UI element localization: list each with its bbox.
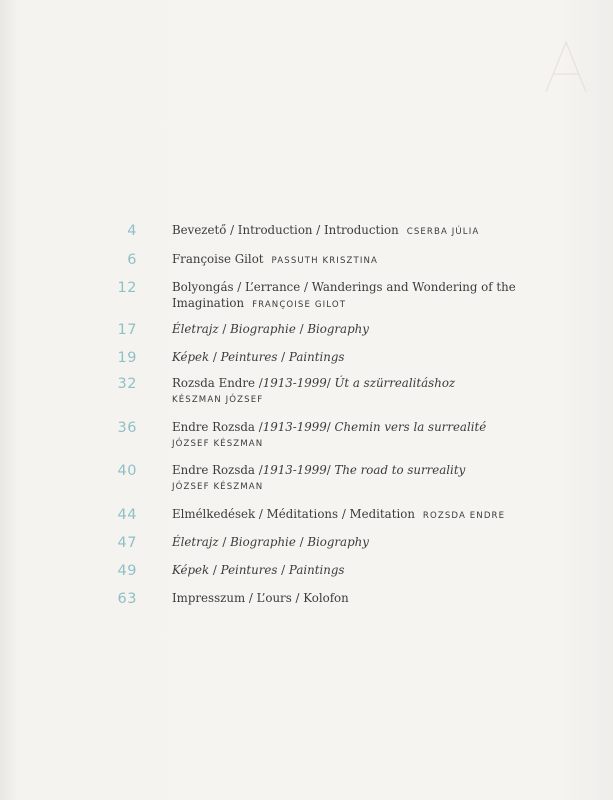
toc-title-segment: / xyxy=(326,463,335,477)
toc-title-segment: / xyxy=(277,563,289,577)
toc-title-segment: / xyxy=(295,322,308,336)
toc-title-segment: Képek xyxy=(172,563,210,577)
toc-title-segment: 1913-1999 xyxy=(262,420,327,434)
toc-title-segment: Endre Rozsda / xyxy=(172,463,263,477)
toc-page-number: 49 xyxy=(117,563,137,579)
toc-entry-title xyxy=(172,252,532,270)
toc-title-segment: Biographie xyxy=(230,322,296,336)
toc-author: ROZSDA ENDRE xyxy=(422,511,506,521)
toc-title-segment: / xyxy=(209,563,221,577)
corner-letter-mark xyxy=(536,30,596,100)
toc-title-segment: Impresszum / L’ours / Kolofon xyxy=(172,591,349,605)
toc-page-number: 63 xyxy=(117,591,137,607)
toc-title-segment: Paintings xyxy=(288,563,345,577)
toc-entry-title xyxy=(172,563,532,579)
toc-title-segment: / xyxy=(218,322,231,336)
toc-title-segment: 1913-1999 xyxy=(262,463,327,477)
toc-title-segment: Bolyongás / L’errance / Wanderings and Wondering of the Imagination xyxy=(172,280,516,310)
toc-entry-title xyxy=(172,322,532,338)
toc-page-number: 4 xyxy=(127,223,137,239)
toc-page-number: 32 xyxy=(117,376,137,392)
toc-author: PASSUTH KRISZTINA xyxy=(271,256,378,266)
toc-author: CSERBA JÚLIA xyxy=(406,227,480,237)
toc-entry-title xyxy=(172,280,532,313)
toc-page-number: 44 xyxy=(117,507,137,523)
toc-entry-title xyxy=(172,507,532,525)
toc-entry-title xyxy=(172,376,532,408)
toc-entry-title xyxy=(172,420,532,452)
toc-page-number: 40 xyxy=(117,463,137,479)
toc-entry-title xyxy=(172,223,532,241)
toc-author: JÓZSEF KÉSZMAN xyxy=(172,438,264,449)
toc-page-number: 17 xyxy=(117,322,137,338)
toc-entry-title xyxy=(172,535,532,551)
toc-title-segment: Chemin vers la surrealité xyxy=(334,420,487,434)
toc-title-segment: Biographie xyxy=(230,535,296,549)
toc-author: FRANÇOISE GILOT xyxy=(252,299,347,310)
toc-title-segment: Út a szürrealitáshoz xyxy=(334,376,456,390)
toc-entry-title xyxy=(172,350,532,366)
toc-title-segment: Képek xyxy=(172,350,210,364)
toc-title-segment: Rozsda Endre / xyxy=(172,376,263,390)
toc-page-number: 36 xyxy=(117,420,137,436)
toc-title-segment: Elmélkedések / Méditations / Meditation xyxy=(172,507,415,521)
toc-title-segment: / xyxy=(326,420,335,434)
toc-page-number: 19 xyxy=(117,350,137,366)
toc-title-segment: Paintings xyxy=(288,350,345,364)
toc-title-segment: Biography xyxy=(307,535,369,549)
toc-title-segment: Françoise Gilot xyxy=(172,252,264,266)
toc-title-segment: / xyxy=(209,350,221,364)
toc-entry-title xyxy=(172,591,532,607)
toc-title-segment: Endre Rozsda / xyxy=(172,420,263,434)
toc-title-segment: Életrajz xyxy=(172,535,219,549)
toc-title-segment: / xyxy=(295,535,308,549)
toc-title-segment: / xyxy=(326,376,335,390)
toc-entry-title xyxy=(172,463,532,495)
toc-title-segment: Peintures xyxy=(220,350,278,364)
toc-title-segment: / xyxy=(218,535,231,549)
toc-title-segment: 1913-1999 xyxy=(262,376,327,390)
toc-title-segment: The road to surreality xyxy=(334,463,466,477)
toc-title-segment: Peintures xyxy=(220,563,278,577)
toc-title-segment: Életrajz xyxy=(172,322,219,336)
toc-author: JÓZSEF KÉSZMAN xyxy=(172,481,264,492)
toc-page-number: 47 xyxy=(117,535,137,551)
toc-title-segment: / xyxy=(277,350,289,364)
toc-page-number: 12 xyxy=(117,280,137,296)
toc-author: KÉSZMAN JÓZSEF xyxy=(172,394,264,405)
toc-title-segment: Bevezető / Introduction / Introduction xyxy=(172,223,399,237)
toc-page-number: 6 xyxy=(127,252,137,268)
toc-title-segment: Biography xyxy=(307,322,369,336)
